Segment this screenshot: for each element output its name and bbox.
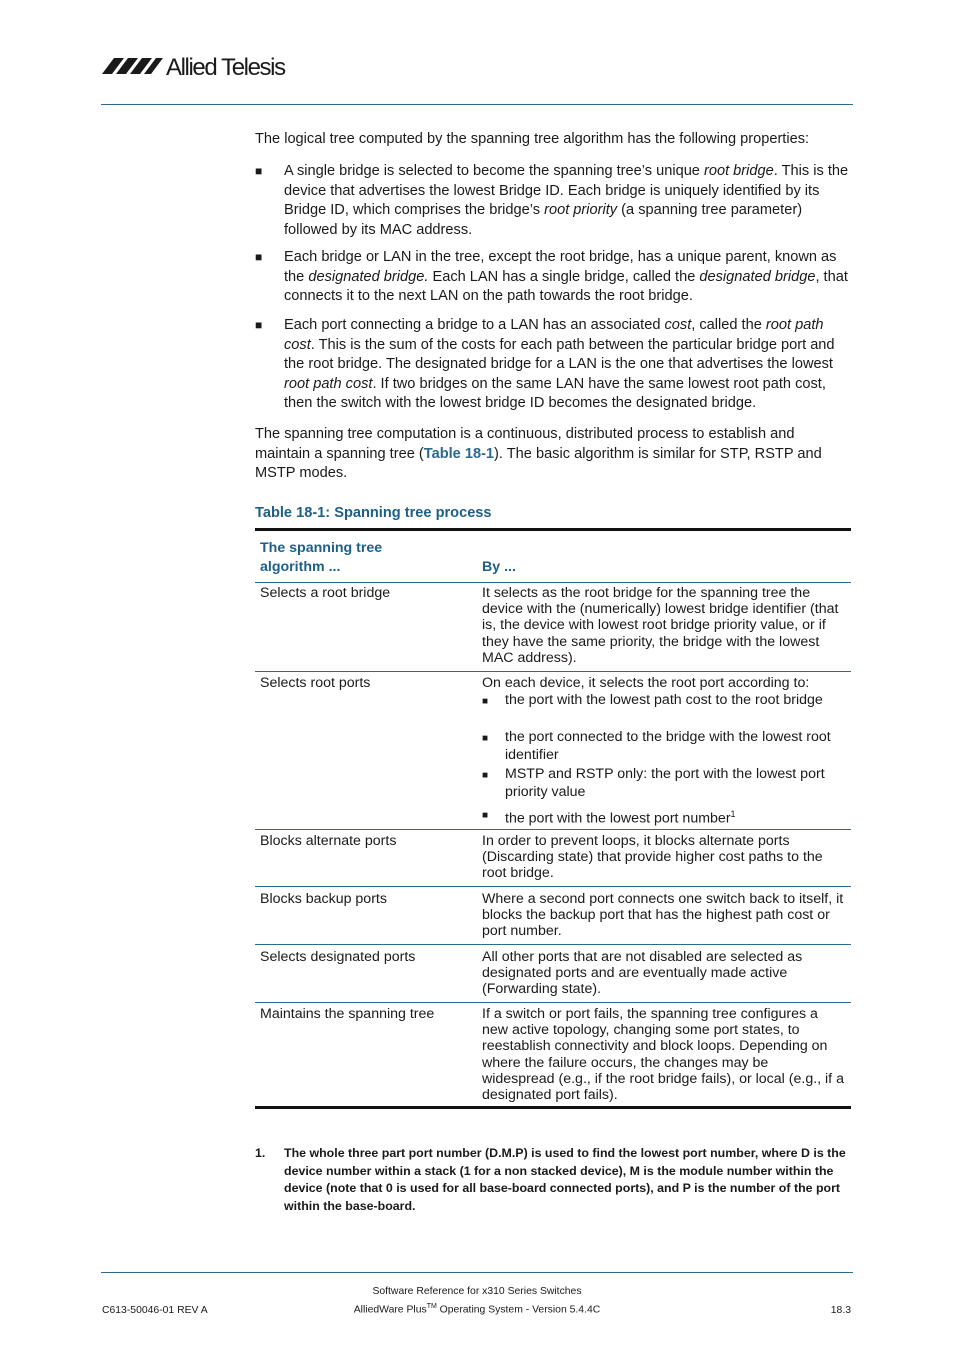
text-run: . This is the sum of the costs for each path between the particular bridge port and the root bridge. The designated bridge for a LAN is the one that advertises the lowest [284, 336, 835, 372]
bullet-text [284, 248, 853, 307]
logo-wordmark: Allied Telesis [166, 54, 285, 81]
text-run: , called the [691, 317, 766, 333]
table-bottom-rule [255, 1106, 851, 1109]
emphasis-text: designated bridge [699, 268, 816, 285]
footer-version: Operating System - Version 5.4.4C [436, 1304, 601, 1316]
root-port-criterion [482, 766, 844, 802]
para2-text-after: ). The basic algorithm is similar for STP, RSTP and MSTP modes. [255, 445, 822, 481]
text-run: . This is the device that advertises the lowest Bridge ID. Each bridge is uniquely identified by its Bridge ID, which comprises the bridge’s [284, 163, 849, 218]
table-cell-by: If a switch or port fails, the spanning tree configures a new active topology, changing some port states, to reestablish connectivity and block loops. Depending on where the failure occurs, the changes may be widespread (e.g., if the root bridge fails), or local (e.g., if a designated port fails). [482, 1006, 844, 1104]
emphasis-text: cost [664, 317, 692, 333]
property-bullet-1 [255, 162, 853, 240]
footnote-number: 1. [255, 1146, 266, 1160]
table-cell-by: It selects as the root bridge for the spanning tree the device with the (numerically) lowest bridge identifier (that is, the device with lowest root bridge priority value, or if they have the same priority, the bridge with the lowest MAC address). [482, 585, 839, 666]
footer-trademark: TM [426, 1303, 437, 1310]
bullet-square-icon: ■ [482, 733, 489, 744]
allied-telesis-logo-icon [102, 48, 302, 82]
footer-title-line1: Software Reference for x310 Series Switches [372, 1286, 582, 1297]
table-row-rule [255, 671, 851, 672]
table-cell-algorithm: Selects a root bridge [260, 585, 391, 601]
table-cell-algorithm: Selects designated ports [260, 949, 416, 965]
table-header-algorithm: The spanning tree algorithm ... [260, 540, 383, 575]
footnote-ref: 1 [730, 809, 736, 819]
bullet-square-icon: ■ [255, 164, 263, 178]
table-cell-by: On each device, it selects the root port according to: [482, 675, 810, 691]
root-port-criterion [482, 729, 844, 765]
allied-telesis-logo [102, 48, 302, 82]
root-port-criterion [482, 806, 844, 826]
bullet-text [284, 316, 853, 414]
table-header-rule [255, 582, 851, 583]
table-row-rule [255, 944, 851, 945]
table-cell-by: Where a second port connects one switch back to itself, it blocks the backup port that has the highest path cost or port number. [482, 891, 844, 940]
emphasis-text: designated bridge. [308, 268, 429, 285]
para2-text-before: The spanning tree computation is a continuous, distributed process to establish and maintain a spanning tree ( [255, 426, 795, 462]
table-row-rule [255, 1002, 851, 1003]
footer-product: AlliedWare Plus [353, 1304, 427, 1316]
emphasis-text: root bridge [703, 163, 774, 179]
text-run: A single bridge is selected to become the spanning tree’s unique [284, 163, 704, 179]
table-header-by: By ... [482, 559, 516, 575]
computation-paragraph [255, 425, 853, 484]
bullet-square-icon: ■ [255, 250, 263, 264]
footer-rule [101, 1272, 853, 1273]
root-port-criterion [482, 692, 844, 728]
table-row-rule [255, 829, 851, 830]
text-run: (a spanning tree parameter) followed by its MAC address. [284, 202, 803, 238]
text-run: Each bridge or LAN in the tree, except the root bridge, has a unique parent, known as the [284, 249, 837, 285]
table-cell-algorithm: Maintains the spanning tree [260, 1006, 435, 1022]
text-run: . If two bridges on the same LAN have the same lowest root path cost, then the switch with the lowest bridge ID becomes the designated bridge. [284, 375, 826, 411]
bullet-square-icon: ■ [482, 810, 489, 821]
property-bullet-2 [255, 248, 853, 308]
bullet-square-icon: ■ [482, 696, 489, 707]
criterion-text: MSTP and RSTP only: the port with the lowest port priority value [505, 766, 825, 800]
text-run: , that connects it to the next LAN on the path towards the root bridge. [284, 268, 848, 304]
table-cell-algorithm: Blocks backup ports [260, 891, 387, 907]
text-run: Each LAN has a single bridge, called the [428, 268, 700, 285]
emphasis-text: root priority [544, 202, 618, 218]
criterion-text [505, 806, 844, 828]
bullet-text [284, 162, 853, 240]
table-18-1-link[interactable]: Table 18-1 [423, 445, 495, 462]
table-caption: Table 18-1: Spanning tree process [255, 505, 492, 521]
footer-page-number: 18.3 [830, 1305, 851, 1316]
emphasis-text: root path cost [284, 375, 373, 392]
table-top-rule [255, 528, 851, 531]
footer-doc-id: C613-50046-01 REV A [102, 1305, 208, 1316]
table-cell-algorithm: Selects root ports [260, 675, 371, 691]
table-cell-by: In order to prevent loops, it blocks alternate ports (Discarding state) that provide higher cost paths to the root bridge. [482, 833, 823, 882]
table-cell-algorithm: Blocks alternate ports [260, 833, 397, 849]
emphasis-text: root path cost [284, 317, 824, 353]
property-bullet-3 [255, 316, 853, 414]
criterion-text: the port with the lowest path cost to the root bridge [505, 692, 823, 708]
bullet-square-icon: ■ [482, 770, 489, 781]
footer-title-line2 [300, 1303, 654, 1315]
bullet-square-icon: ■ [255, 318, 263, 332]
text-run: Each port connecting a bridge to a LAN has an associated [284, 317, 665, 333]
footnote-text: The whole three part port number (D.M.P) is used to find the lowest port number, where D is the device number within a stack (1 for a non stacked device), M is the module number within the device (note that 0 is used for all base-board connected ports), and P is the number of the port within the base-board. [284, 1146, 846, 1214]
table-row-rule [255, 886, 851, 887]
criterion-text-main: the port with the lowest port number [505, 810, 731, 827]
criterion-text: the port connected to the bridge with the lowest root identifier [505, 729, 831, 763]
table-cell-by: All other ports that are not disabled are selected as designated ports and are eventually made active (Forwarding state). [482, 949, 803, 998]
header-rule [101, 104, 853, 105]
intro-paragraph: The logical tree computed by the spanning tree algorithm has the following properties: [255, 131, 810, 147]
